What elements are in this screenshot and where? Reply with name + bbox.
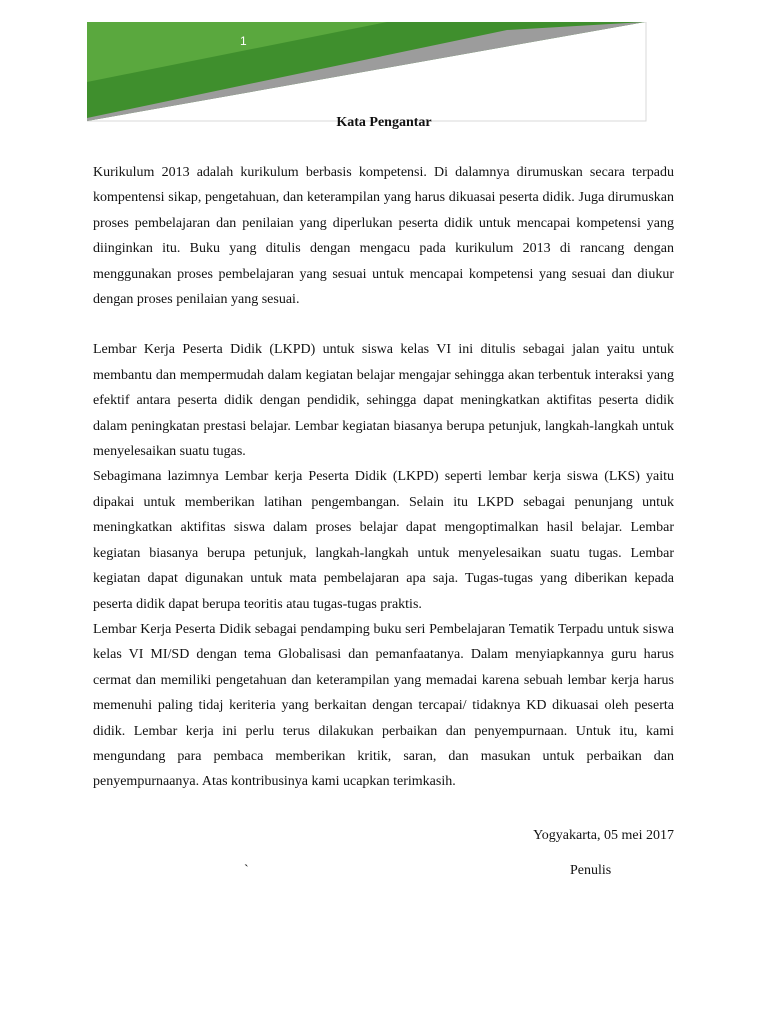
author-signature: Penulis — [570, 863, 612, 878]
document-title: Kata Pengantar — [336, 115, 432, 130]
paragraph: Lembar Kerja Peserta Didik sebagai pendamping buku seri Pembelajaran Tematik Terpadu untuk siswa kelas VI MI/SD dengan tema Globalisasi dan pemanfaatanya. Dalam menyiapkannya guru harus cermat dan memiliki pengetahuan dan keterampilan yang memadai karena sebuah lembar kerja harus memenuhi paling tidaj keriteria yang berkaitan dengan tercapai/ tidaknya KD dikuasai oleh peserta didik. Lembar kerja ini perlu terus dilakukan perbaikan dan penyempurnaan. Untuk itu, kami mengundang para pembaca memberikan kritik, saran, dan masukan untuk perbaikan dan penyempurnaanya. Atas kontribusinya kami ucapkan terimkasih. — [93, 621, 674, 790]
paragraph: Lembar Kerja Peserta Didik (LKPD) untuk siswa kelas VI ini ditulis sebagai jalan yaitu untuk membantu dan mempermudah dalam kegiatan belajar mengajar sehingga akan terbentuk interaksi yang efektif antara peserta didik dengan pendidik, sehingga dapat meningkatkan aktifitas peserta didik dalam peningkatan prestasi belajar. Lembar kegiatan biasanya berupa petunjuk, langkah-langkah untuk menyelesaikan suatu tugas. — [93, 342, 674, 460]
document-body — [93, 160, 674, 795]
stray-mark: ` — [244, 863, 249, 878]
header-banner — [87, 22, 647, 122]
header-banner-graphic — [87, 22, 647, 122]
paragraph: Sebagimana lazimnya Lembar kerja Peserta Didik (LKPD) seperti lembar kerja siswa (LKS) yaitu dipakai untuk memberikan latihan pengembangan. Selain itu LKPD sebagai penunjang untuk meningkatkan aktifitas siswa dalam proses belajar dapat mengoptimalkan hasil belajar. Lembar kegiatan biasanya berupa petunjuk, langkah-langkah untuk menyelesaikan suatu tugas. Lembar kegiatan dapat digunakan untuk mata pembelajaran apa saja. Tugas-tugas yang diberikan kepada peserta didik dapat berupa teoritis atau tugas-tugas praktis. — [93, 469, 674, 612]
paragraph: Kurikulum 2013 adalah kurikulum berbasis kompetensi. Di dalamnya dirumuskan secara terpadu kompentensi sikap, pengetahuan, dan keterampilan yang harus dikuasai peserta didik. Juga dirumuskan proses pembelajaran dan penilaian yang diperlukan peserta didik untuk mencapai kompetensi yang diinginkan itu. Buku yang ditulis dengan mengacu pada kurikulum 2013 di rancang dengan menggunakan proses pembelajaran yang sesuai untuk mencapai kompetensi yang sesuai dan diukur dengan proses penilaian yang sesuai. — [93, 165, 674, 308]
closing-place-date: Yogyakarta, 05 mei 2017 — [533, 828, 674, 843]
page-number: 1 — [240, 34, 247, 48]
